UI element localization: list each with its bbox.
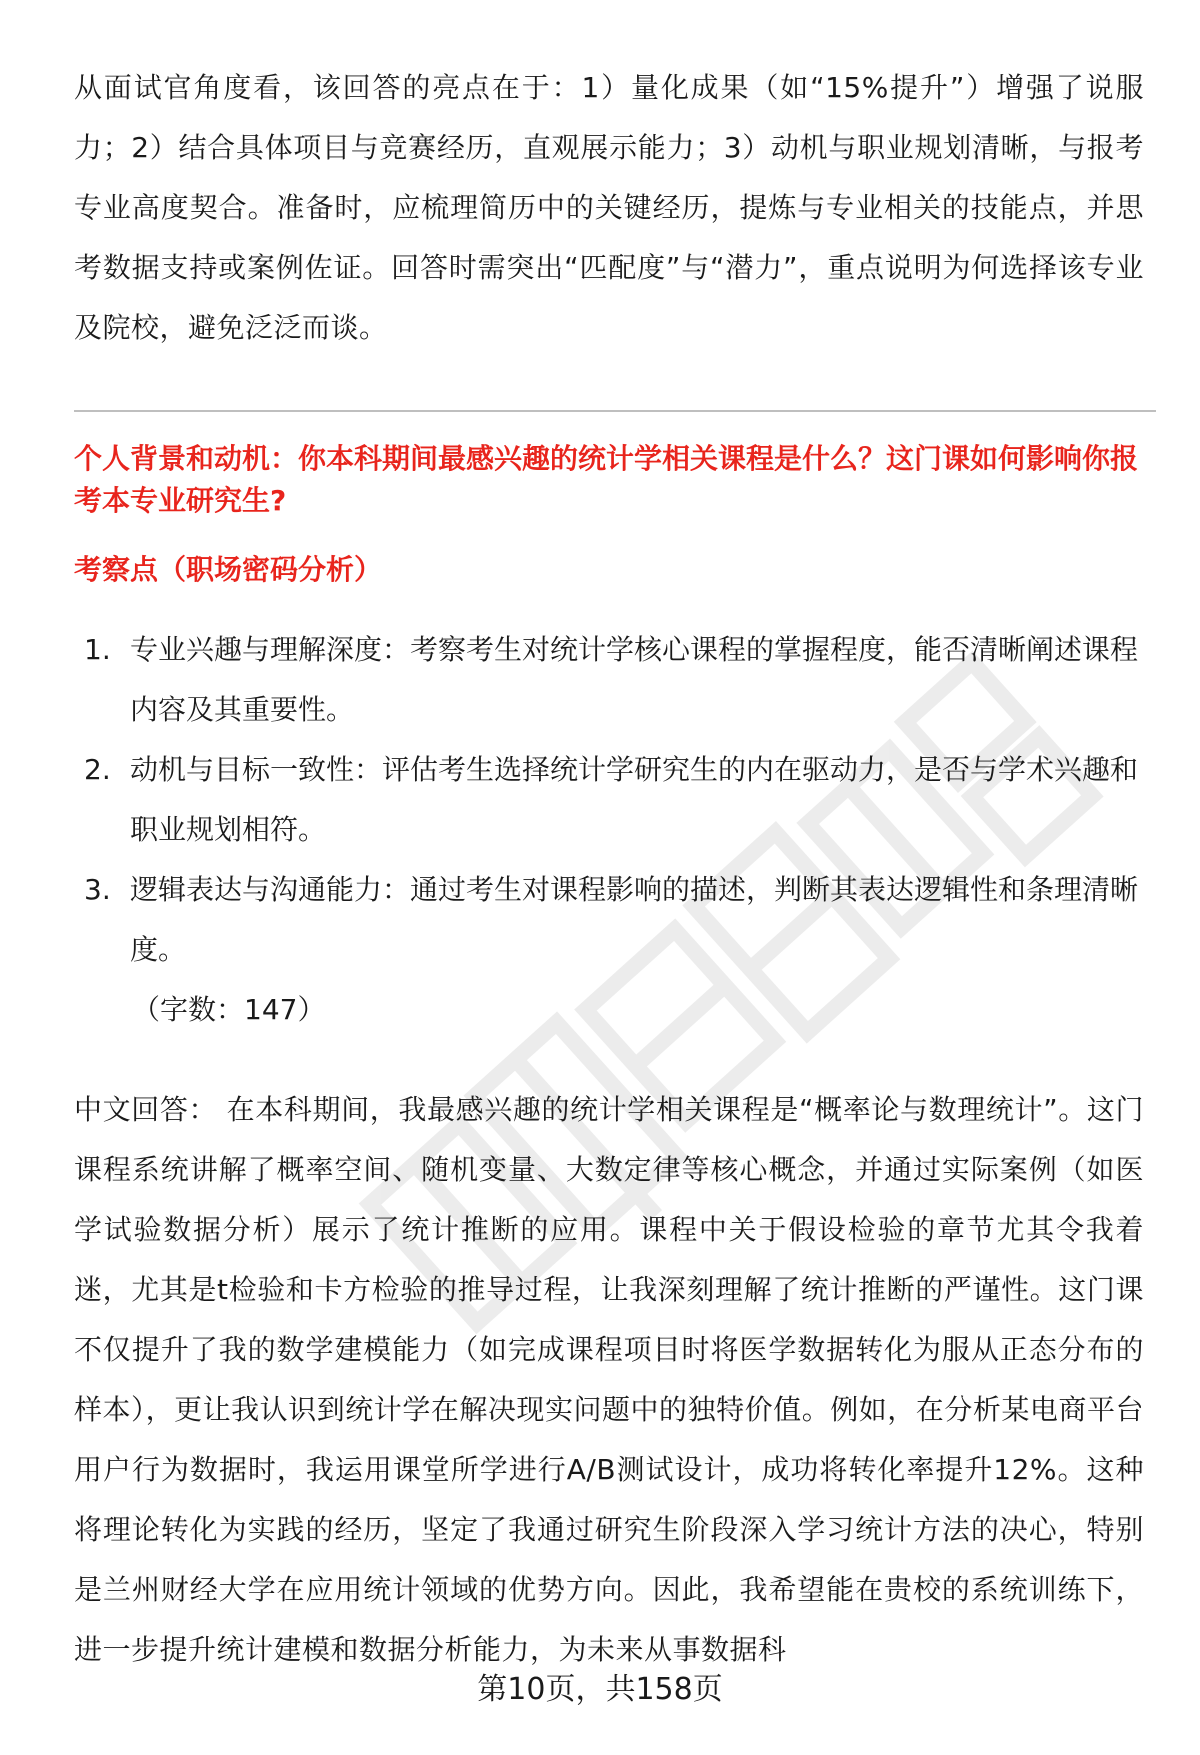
list-item-text: 专业兴趣与理解深度：考察考生对统计学核心课程的掌握程度，能否清晰阐述课程内容及其重要性。 (130, 633, 1139, 726)
analysis-list (74, 620, 1144, 980)
list-item (74, 860, 1144, 980)
list-item (74, 740, 1144, 860)
list-item-text: 动机与目标一致性：评估考生选择统计学研究生的内在驱动力，是否与学术兴趣和职业规划相符。 (130, 753, 1139, 846)
question-heading: 个人背景和动机：你本科期间最感兴趣的统计学相关课程是什么？这门课如何影响你报考本专业研究生? (74, 442, 1139, 517)
page-number: 第10页，共158页 (477, 1672, 723, 1707)
list-item-number: 1. (84, 633, 111, 666)
section-divider (74, 410, 1156, 412)
answer-paragraph: 中文回答： 在本科期间，我最感兴趣的统计学相关课程是“概率论与数理统计”。这门课程系统讲解了概率空间、随机变量、大数定律等核心概念，并通过实际案例（如医学试验数据分析）展示了统计推断的应用。课程中关于假设检验的章节尤其令我着迷，尤其是t检验和卡方检验的推导过程，让我深刻理解了统计推断的严谨性。这门课不仅提升了我的数学建模能力（如完成课程项目时将医学数据转化为服从正态分布的样本），更让我认识到统计学在解决现实问题中的独特价值。例如，在分析某电商平台用户行为数据时，我运用课堂所学进行A/B测试设计，成功将转化率提升12%。这种将理论转化为实践的经历，坚定了我通过研究生阶段深入学习统计方法的决心，特别是兰州财经大学在应用统计领域的优势方向。因此，我希望能在贵校的系统训练下，进一步提升统计建模和数据分析能力，为未来从事数据科 (74, 1093, 1144, 1666)
list-item-number: 2. (84, 753, 111, 786)
word-count: （字数：147） (132, 993, 326, 1026)
list-item-number: 3. (84, 873, 111, 906)
intro-paragraph: 从面试官角度看，该回答的亮点在于：1）量化成果（如“15%提升”）增强了说服力；2）结合具体项目与竞赛经历，直观展示能力；3）动机与职业规划清晰，与报考专业高度契合。准备时，应梳理简历中的关键经历，提炼与专业相关的技能点，并思考数据支持或案例佐证。回答时需突出“匹配度”与“潜力”，重点说明为何选择该专业及院校，避免泛泛而谈。 (74, 71, 1144, 344)
list-item-text: 逻辑表达与沟通能力：通过考生对课程影响的描述，判断其表达逻辑性和条理清晰度。 (130, 873, 1139, 966)
list-item (74, 620, 1144, 740)
page-content (74, 58, 1144, 1680)
analysis-heading: 考察点（职场密码分析） (74, 553, 383, 586)
